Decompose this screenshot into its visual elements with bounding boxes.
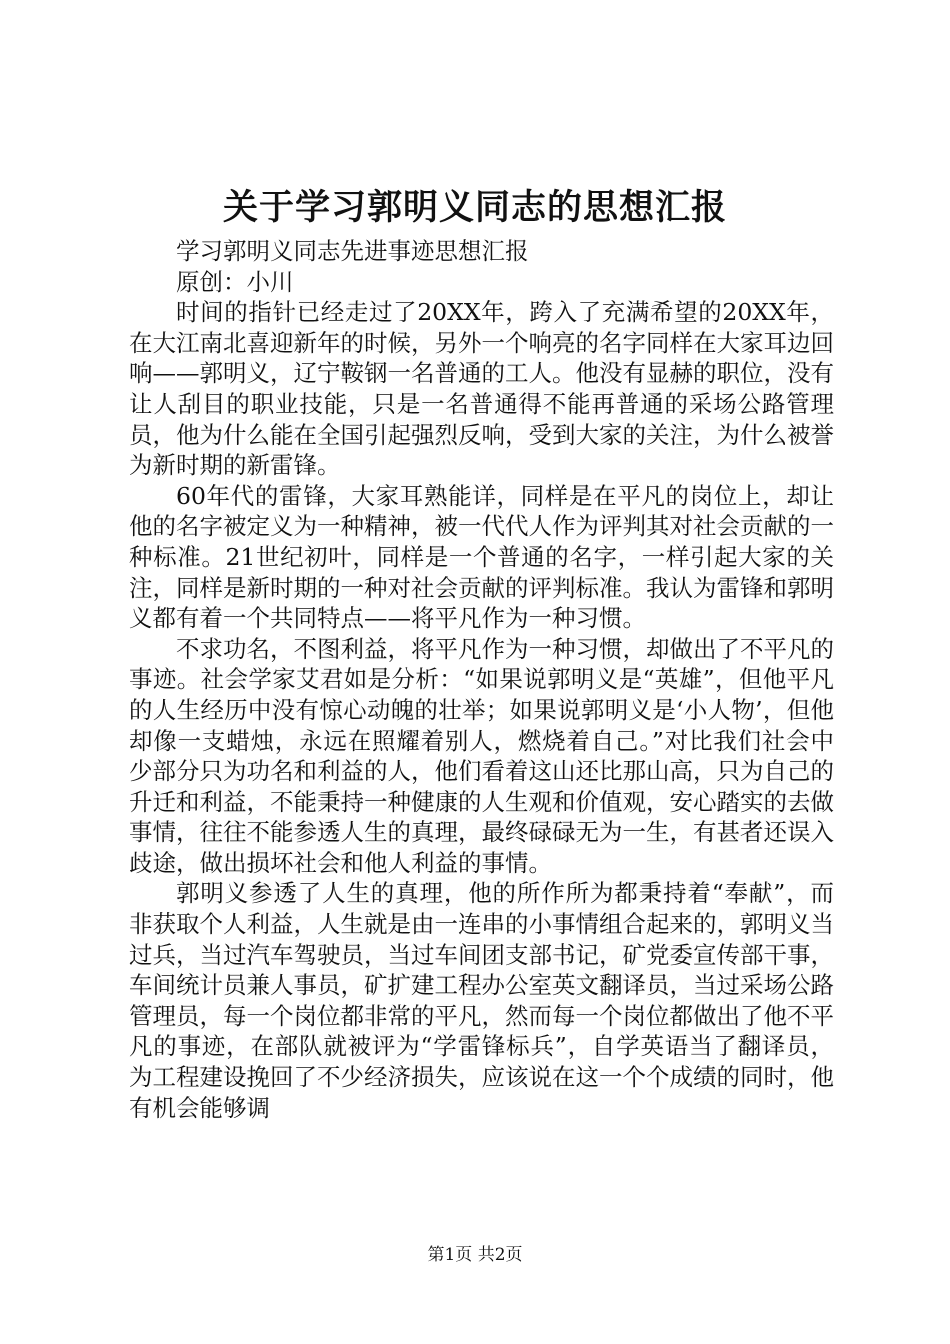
document-title: 关于学习郭明义同志的思想汇报 <box>222 187 727 228</box>
paragraph-1: 时间的指针已经走过了20XX年，跨入了充满希望的20XX年，在大江南北喜迎新年的时候，另外一个响亮的名字同样在大家耳边回响——郭明义，辽宁鞍钢一名普通的工人。他没有显赫的职位，没有让人刮目的职业技能，只是一名普通得不能再普通的采场公路管理员，他为什么能在全国引起强烈反响，受到大家的关注，为什么被誉为新时期的新雷锋。 <box>129 298 834 480</box>
author-line: 原创：小川 <box>176 267 294 296</box>
document-subtitle: 学习郭明义同志先进事迹思想汇报 <box>176 237 529 265</box>
paragraph-2: 60年代的雷锋，大家耳熟能详，同样是在平凡的岗位上，却让他的名字被定义为一种精神，被一代代人作为评判其对社会贡献的一种标准。21世纪初叶，同样是一个普通的名字，一样引起大家的关注，同样是新时期的一种对社会贡献的评判标准。我认为雷锋和郭明义都有着一个共同特点——将平凡作为一种习惯。 <box>129 481 834 633</box>
paragraph-3: 不求功名，不图利益，将平凡作为一种习惯，却做出了不平凡的事迹。社会学家艾君如是分析：“如果说郭明义是“英雄”，但他平凡的人生经历中没有惊心动魄的壮举；如果说郭明义是‘小人物’，但他却像一支蜡烛，永远在照耀着别人，燃烧着自己。”对比我们社会中少部分只为功名和利益的人，他们看着这山还比那山高，只为自己的升迁和利益，不能秉持一种健康的人生观和价值观，安心踏实的去做事情，往往不能参透人生的真理，最终碌碌无为一生，有甚者还误入歧途，做出损坏社会和他人利益的事情。 <box>129 634 834 877</box>
paragraph-4: 郭明义参透了人生的真理，他的所作所为都秉持着“奉献”，而非获取个人利益，人生就是由一连串的小事情组合起来的，郭明义当过兵，当过汽车驾驶员，当过车间团支部书记，矿党委宣传部干事，车间统计员兼人事员，矿扩建工程办公室英文翻译员，当过采场公路管理员，每一个岗位都非常的平凡，然而每一个岗位都做出了他不平凡的事迹，在部队就被评为“学雷锋标兵”，自学英语当了翻译员，为工程建设挽回了不少经济损失，应该说在这一个个成绩的同时，他有机会能够调 <box>129 879 834 1122</box>
document-body <box>129 236 834 1123</box>
page-footer: 第1页 共2页 <box>427 1245 523 1265</box>
